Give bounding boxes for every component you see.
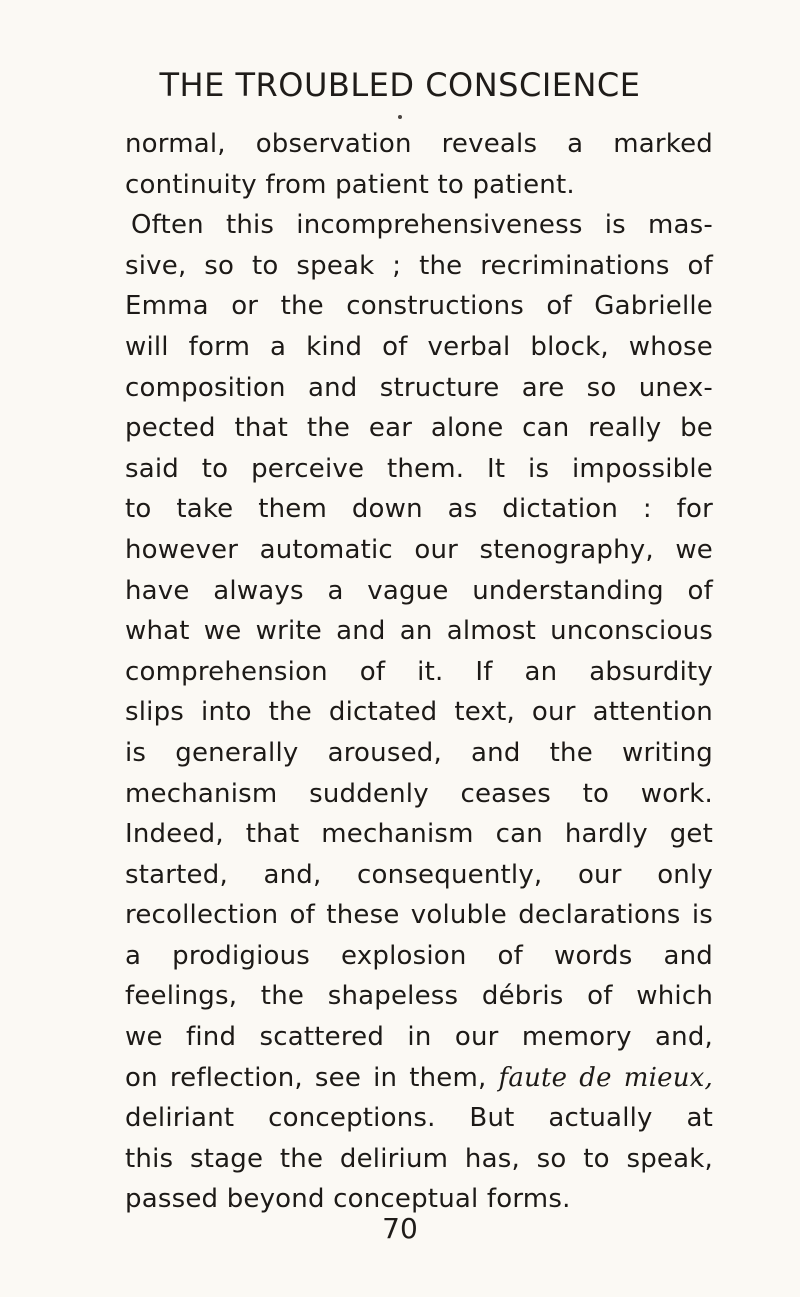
text-line: a prodigious explosion of words and (125, 940, 713, 971)
text-line: to take them down as dictation : for (125, 494, 713, 525)
text-line: however automatic our stenography, we (125, 534, 713, 565)
text-line: pected that the ear alone can really be (125, 413, 713, 444)
text-run: on reflection, see in them, (125, 1062, 487, 1093)
ornament-dot (398, 115, 402, 119)
text-line: recollection of these voluble declarations is (125, 900, 713, 931)
italic-phrase: faute de mieux, (498, 1062, 713, 1093)
text-line: will form a kind of verbal block, whose (125, 331, 713, 362)
text-line: this stage the delirium has, so to speak, (125, 1143, 713, 1174)
text-line: have always a vague understanding of (125, 575, 713, 606)
text-line: said to perceive them. It is impossible (125, 453, 713, 484)
text-line: composition and structure are so unex- (125, 372, 713, 403)
text-line: what we write and an almost unconscious (125, 616, 713, 647)
page-number: 70 (382, 1212, 418, 1245)
text-line: normal, observation reveals a marked (125, 129, 713, 159)
text-line: slips into the dictated text, our attention (125, 697, 713, 728)
text-line: Emma or the constructions of Gabrielle (125, 291, 713, 322)
text-line: feelings, the shapeless débris of which (125, 981, 713, 1012)
text-line: we find scattered in our memory and, (125, 1022, 713, 1053)
text-line: comprehension of it. If an absurdity (125, 656, 713, 687)
running-head: THE TROUBLED CONSCIENCE (159, 66, 641, 104)
text-line (125, 1058, 713, 1099)
text-line: Indeed, that mechanism can hardly get (125, 819, 713, 850)
text-line: passed beyond conceptual forms. (125, 1184, 571, 1215)
body-text (125, 124, 713, 1220)
text-line: continuity from patient to patient. (125, 169, 575, 200)
text-line: is generally aroused, and the writing (125, 737, 713, 768)
text-line: Often this incomprehensiveness is mas- (131, 210, 713, 241)
text-line: started, and, consequently, our only (125, 859, 713, 890)
text-line: sive, so to speak ; the recriminations of (125, 250, 713, 281)
text-line: mechanism suddenly ceases to work. (125, 778, 713, 809)
text-line: deliriant conceptions. But actually at (125, 1103, 713, 1134)
